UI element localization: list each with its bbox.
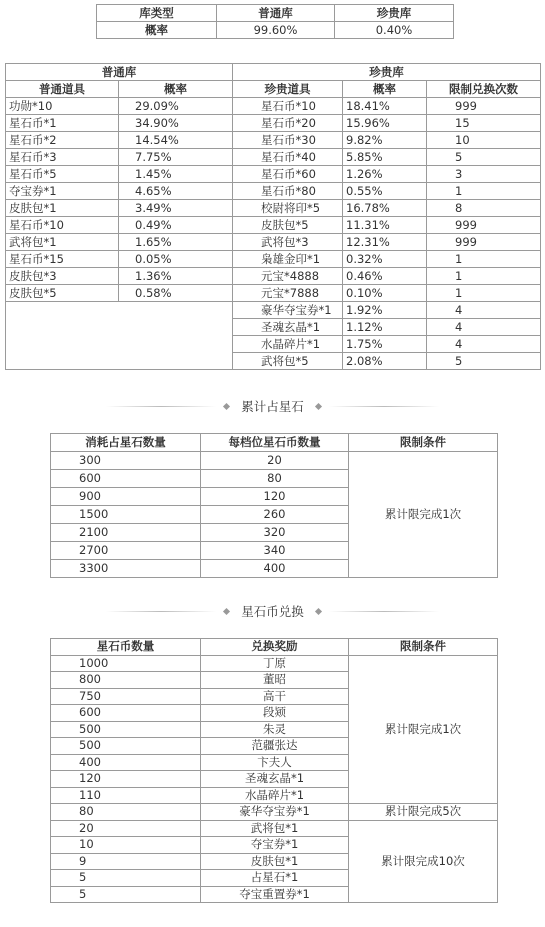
- coin-count: 10: [51, 837, 201, 854]
- diamond-icon: [223, 607, 230, 614]
- exchange-reward: 夺宝券*1: [201, 837, 349, 854]
- precious-item-probability: 15.96%: [343, 115, 427, 132]
- normal-item-name: 皮肤包*5: [6, 285, 119, 302]
- limit-condition: 累计限完成1次: [349, 452, 498, 578]
- coin-count: 800: [51, 672, 201, 689]
- reward-count-header: 每档位星石币数量: [201, 434, 349, 452]
- precious-pool-title: 珍贵库: [233, 64, 541, 81]
- table-row: [6, 98, 541, 115]
- pool-column-header-row: [6, 81, 541, 98]
- exchange-reward: 水晶碎片*1: [201, 787, 349, 804]
- exchange-reward: 占星石*1: [201, 870, 349, 887]
- precious-item-limit: 10: [427, 132, 541, 149]
- limit-condition: 累计限完成5次: [349, 804, 498, 821]
- precious-item-probability: 16.78%: [343, 200, 427, 217]
- precious-item-probability: 1.12%: [343, 319, 427, 336]
- precious-item-limit: 999: [427, 234, 541, 251]
- coin-count: 9: [51, 853, 201, 870]
- diamond-icon: [223, 402, 230, 409]
- divider-line: [106, 611, 216, 612]
- table-row: [6, 115, 541, 132]
- section-title-cumulative: 累计占星石: [241, 399, 304, 414]
- exchange-reward: 夺宝重置券*1: [201, 886, 349, 903]
- limit-condition: 累计限完成1次: [349, 655, 498, 804]
- precious-item-name: 元宝*7888: [233, 285, 343, 302]
- precious-item-name: 枭雄金印*1: [233, 251, 343, 268]
- precious-item-limit: 4: [427, 336, 541, 353]
- divider-line: [106, 406, 216, 407]
- precious-item-probability: 9.82%: [343, 132, 427, 149]
- consume-count: 1500: [51, 506, 201, 524]
- coin-count: 1000: [51, 655, 201, 672]
- normal-item-probability: 14.54%: [119, 132, 233, 149]
- reward-count: 260: [201, 506, 349, 524]
- consume-count-header: 消耗占星石数量: [51, 434, 201, 452]
- precious-item-limit: 4: [427, 302, 541, 319]
- normal-item-probability: 34.90%: [119, 115, 233, 132]
- section-title-exchange: 星石币兑换: [241, 604, 304, 619]
- precious-item-name: 星石币*40: [233, 149, 343, 166]
- normal-item-header: 普通道具: [6, 81, 119, 98]
- reward-count: 340: [201, 542, 349, 560]
- coin-count: 110: [51, 787, 201, 804]
- precious-item-probability: 1.75%: [343, 336, 427, 353]
- precious-item-name: 星石币*80: [233, 183, 343, 200]
- precious-item-limit: 4: [427, 319, 541, 336]
- diamond-icon: [315, 607, 322, 614]
- precious-item-name: 水晶碎片*1: [233, 336, 343, 353]
- pool-title-row: [6, 64, 541, 81]
- coin-count: 5: [51, 886, 201, 903]
- table-row: [6, 285, 541, 302]
- normal-pool-title: 普通库: [6, 64, 233, 81]
- exchange-reward: 卞夫人: [201, 754, 349, 771]
- precious-item-name: 星石币*60: [233, 166, 343, 183]
- precious-item-name: 校尉将印*5: [233, 200, 343, 217]
- table-row: [6, 183, 541, 200]
- section-divider-exchange: [0, 603, 545, 619]
- consume-count: 600: [51, 470, 201, 488]
- precious-item-probability: 5.85%: [343, 149, 427, 166]
- precious-item-probability: 1.92%: [343, 302, 427, 319]
- precious-item-probability: 18.41%: [343, 98, 427, 115]
- diamond-icon: [315, 402, 322, 409]
- normal-item-name: 皮肤包*1: [6, 200, 119, 217]
- precious-item-name: 武将包*5: [233, 353, 343, 370]
- precious-item-limit: 999: [427, 98, 541, 115]
- exchange-header-row: [51, 639, 498, 656]
- consume-count: 2100: [51, 524, 201, 542]
- precious-item-name: 元宝*4888: [233, 268, 343, 285]
- limit-header: 限制条件: [349, 434, 498, 452]
- exchange-reward: 丁原: [201, 655, 349, 672]
- table-row: [51, 452, 498, 470]
- exchange-reward: 豪华夺宝券*1: [201, 804, 349, 821]
- precious-item-limit: 8: [427, 200, 541, 217]
- coin-count: 500: [51, 738, 201, 755]
- precious-item-probability: 1.26%: [343, 166, 427, 183]
- empty-cell: [6, 302, 233, 370]
- precious-item-probability: 0.32%: [343, 251, 427, 268]
- normal-item-probability: 1.65%: [119, 234, 233, 251]
- cumulative-body: [51, 452, 498, 578]
- normal-item-name: 星石币*5: [6, 166, 119, 183]
- precious-item-name: 星石币*10: [233, 98, 343, 115]
- precious-item-probability: 0.10%: [343, 285, 427, 302]
- normal-item-name: 功勋*10: [6, 98, 119, 115]
- exchange-limit-header: 限制兑换次数: [427, 81, 541, 98]
- precious-item-limit: 1: [427, 183, 541, 200]
- precious-item-limit: 3: [427, 166, 541, 183]
- exchange-reward: 朱灵: [201, 721, 349, 738]
- table-row: [51, 655, 498, 672]
- pool-items-table: [5, 63, 541, 370]
- precious-item-name: 星石币*30: [233, 132, 343, 149]
- table-row: [6, 302, 541, 319]
- normal-pool-probability: 99.60%: [217, 22, 335, 39]
- coin-count-header: 星石币数量: [51, 639, 201, 656]
- reward-count: 20: [201, 452, 349, 470]
- precious-item-name: 豪华夺宝券*1: [233, 302, 343, 319]
- normal-item-name: 武将包*1: [6, 234, 119, 251]
- normal-item-probability: 0.49%: [119, 217, 233, 234]
- precious-item-limit: 999: [427, 217, 541, 234]
- table-row: [6, 200, 541, 217]
- probability-row: [97, 22, 454, 39]
- normal-item-probability: 3.49%: [119, 200, 233, 217]
- cumulative-table: [50, 433, 498, 578]
- normal-item-probability: 4.65%: [119, 183, 233, 200]
- table-row: [6, 166, 541, 183]
- coin-count: 750: [51, 688, 201, 705]
- exchange-reward: 皮肤包*1: [201, 853, 349, 870]
- table-row: [6, 268, 541, 285]
- precious-item-probability: 0.46%: [343, 268, 427, 285]
- table-row: [6, 149, 541, 166]
- precious-item-limit: 5: [427, 353, 541, 370]
- coin-count: 20: [51, 820, 201, 837]
- precious-item-name: 星石币*20: [233, 115, 343, 132]
- normal-item-probability: 0.58%: [119, 285, 233, 302]
- section-divider-cumulative: [0, 398, 545, 414]
- consume-count: 2700: [51, 542, 201, 560]
- precious-item-limit: 1: [427, 268, 541, 285]
- normal-item-probability: 0.05%: [119, 251, 233, 268]
- precious-item-probability: 0.55%: [343, 183, 427, 200]
- table-row: [6, 234, 541, 251]
- normal-pool-header: 普通库: [217, 5, 335, 22]
- normal-item-name: 星石币*1: [6, 115, 119, 132]
- precious-item-limit: 5: [427, 149, 541, 166]
- pool-items-body: [6, 98, 541, 370]
- pool-type-table: [96, 4, 454, 39]
- exchange-body: [51, 655, 498, 903]
- exchange-reward: 圣魂玄晶*1: [201, 771, 349, 788]
- precious-item-header: 珍贵道具: [233, 81, 343, 98]
- precious-item-probability: 2.08%: [343, 353, 427, 370]
- exchange-reward: 高干: [201, 688, 349, 705]
- precious-item-name: 圣魂玄晶*1: [233, 319, 343, 336]
- precious-pool-header: 珍贵库: [335, 5, 454, 22]
- consume-count: 900: [51, 488, 201, 506]
- pool-type-header-row: [97, 5, 454, 22]
- coin-count: 80: [51, 804, 201, 821]
- precious-item-probability: 11.31%: [343, 217, 427, 234]
- exchange-reward-header: 兑换奖励: [201, 639, 349, 656]
- table-row: [51, 804, 498, 821]
- reward-count: 320: [201, 524, 349, 542]
- table-row: [6, 217, 541, 234]
- precious-item-probability: 12.31%: [343, 234, 427, 251]
- table-row: [51, 820, 498, 837]
- precious-probability-header: 概率: [343, 81, 427, 98]
- precious-item-limit: 15: [427, 115, 541, 132]
- precious-item-limit: 1: [427, 285, 541, 302]
- exchange-reward: 武将包*1: [201, 820, 349, 837]
- coin-count: 400: [51, 754, 201, 771]
- normal-item-probability: 29.09%: [119, 98, 233, 115]
- consume-count: 300: [51, 452, 201, 470]
- reward-count: 80: [201, 470, 349, 488]
- cumulative-header-row: [51, 434, 498, 452]
- reward-count: 120: [201, 488, 349, 506]
- coin-count: 500: [51, 721, 201, 738]
- normal-probability-header: 概率: [119, 81, 233, 98]
- exchange-reward: 董昭: [201, 672, 349, 689]
- normal-item-probability: 1.36%: [119, 268, 233, 285]
- coin-count: 5: [51, 870, 201, 887]
- precious-item-name: 皮肤包*5: [233, 217, 343, 234]
- precious-pool-probability: 0.40%: [335, 22, 454, 39]
- pool-type-header: 库类型: [97, 5, 217, 22]
- precious-item-name: 武将包*3: [233, 234, 343, 251]
- normal-item-name: 星石币*3: [6, 149, 119, 166]
- normal-item-name: 夺宝券*1: [6, 183, 119, 200]
- normal-item-probability: 7.75%: [119, 149, 233, 166]
- normal-item-name: 皮肤包*3: [6, 268, 119, 285]
- reward-count: 400: [201, 560, 349, 578]
- divider-line: [329, 611, 439, 612]
- normal-item-name: 星石币*10: [6, 217, 119, 234]
- coin-count: 120: [51, 771, 201, 788]
- precious-item-limit: 1: [427, 251, 541, 268]
- normal-item-name: 星石币*2: [6, 132, 119, 149]
- normal-item-probability: 1.45%: [119, 166, 233, 183]
- exchange-table: [50, 638, 498, 903]
- exchange-reward: 范疆张达: [201, 738, 349, 755]
- normal-item-name: 星石币*15: [6, 251, 119, 268]
- probability-label: 概率: [97, 22, 217, 39]
- coin-count: 600: [51, 705, 201, 722]
- exchange-reward: 段颎: [201, 705, 349, 722]
- limit-condition: 累计限完成10次: [349, 820, 498, 903]
- table-row: [6, 251, 541, 268]
- exchange-limit-header: 限制条件: [349, 639, 498, 656]
- consume-count: 3300: [51, 560, 201, 578]
- table-row: [6, 132, 541, 149]
- divider-line: [329, 406, 439, 407]
